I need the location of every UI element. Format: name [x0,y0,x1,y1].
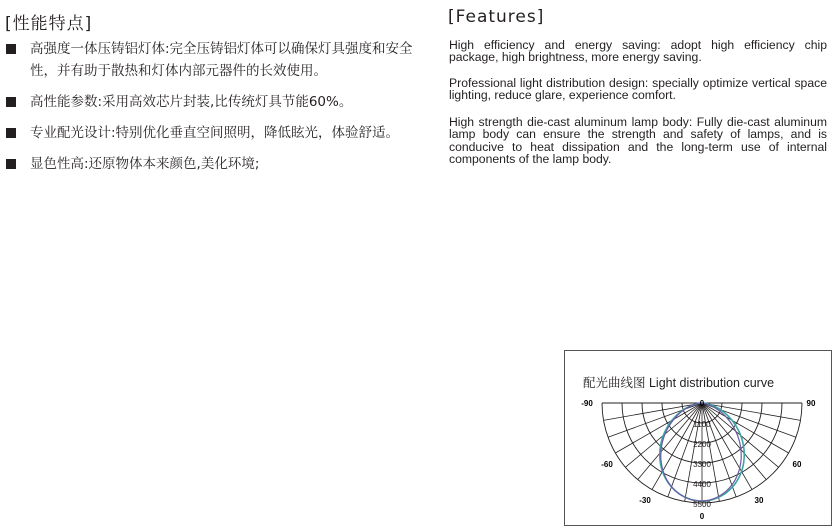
ring-label-1: 1100 [693,420,711,429]
en-section-title: [Features] [448,7,545,27]
cn-feature-list [6,38,438,184]
curve-title: 配光曲线图 Light distribution curve [583,376,775,390]
cn-feature-item [6,38,438,82]
cn-feature-item [6,91,438,113]
angle-label-top-0: 0 [699,399,705,408]
square-bullet-icon [6,128,16,138]
square-bullet-icon [6,97,16,107]
angle-label-right-30: 30 [754,496,764,505]
cn-section-title: [性能特点] [5,14,93,34]
en-paragraph-3 [449,116,827,166]
en-paragraph-2 [449,77,827,102]
en-paragraph-text: High efficiency and energy saving: adopt high efficiency chip package, high brightness, more energy saving. [449,38,827,65]
cn-feature-text: 显色性高:还原物体本来颜色,美化环境; [30,156,260,172]
en-paragraph-1 [449,39,827,64]
ring-label-3: 3300 [693,460,711,469]
ring-label-4: 4400 [693,480,711,489]
cn-feature-text: 专业配光设计:特别优化垂直空间照明，降低眩光，体验舒适。 [30,125,400,141]
ring-label-5: 5500 [693,500,711,509]
cn-feature-text: 高强度一体压铸铝灯体:完全压铸铝灯体可以确保灯具强度和安全性，并有助于散热和灯体内部元器件的长效使用。 [30,41,413,79]
light-distribution-panel [564,350,832,526]
angle-label-left-30: -30 [639,496,651,505]
ring-label-2: 2200 [693,440,711,449]
cn-feature-item [6,122,438,144]
angle-label-right-60: 60 [792,460,802,469]
polar-curve-chart [565,351,831,525]
cn-feature-item [6,153,438,175]
angle-label-left-60: -60 [601,460,613,469]
angle-label-bottom-0: 0 [699,512,705,521]
cn-feature-text: 高性能参数:采用高效芯片封装,比传统灯具节能60%。 [30,94,353,110]
square-bullet-icon [6,159,16,169]
angle-label-left-90: -90 [581,399,593,408]
en-paragraph-text: High strength die-cast aluminum lamp body: Fully die-cast aluminum lamp body can ensure the strength and safety of lamps, and is conducive to heat dissipation and the long-term use of internal components of the lamp body. [449,115,827,167]
en-paragraph-text: Professional light distribution design: specially optimize vertical space lighting, reduce glare, experience comfort. [449,76,827,103]
angle-label-right-90: 90 [806,399,816,408]
square-bullet-icon [6,44,16,54]
